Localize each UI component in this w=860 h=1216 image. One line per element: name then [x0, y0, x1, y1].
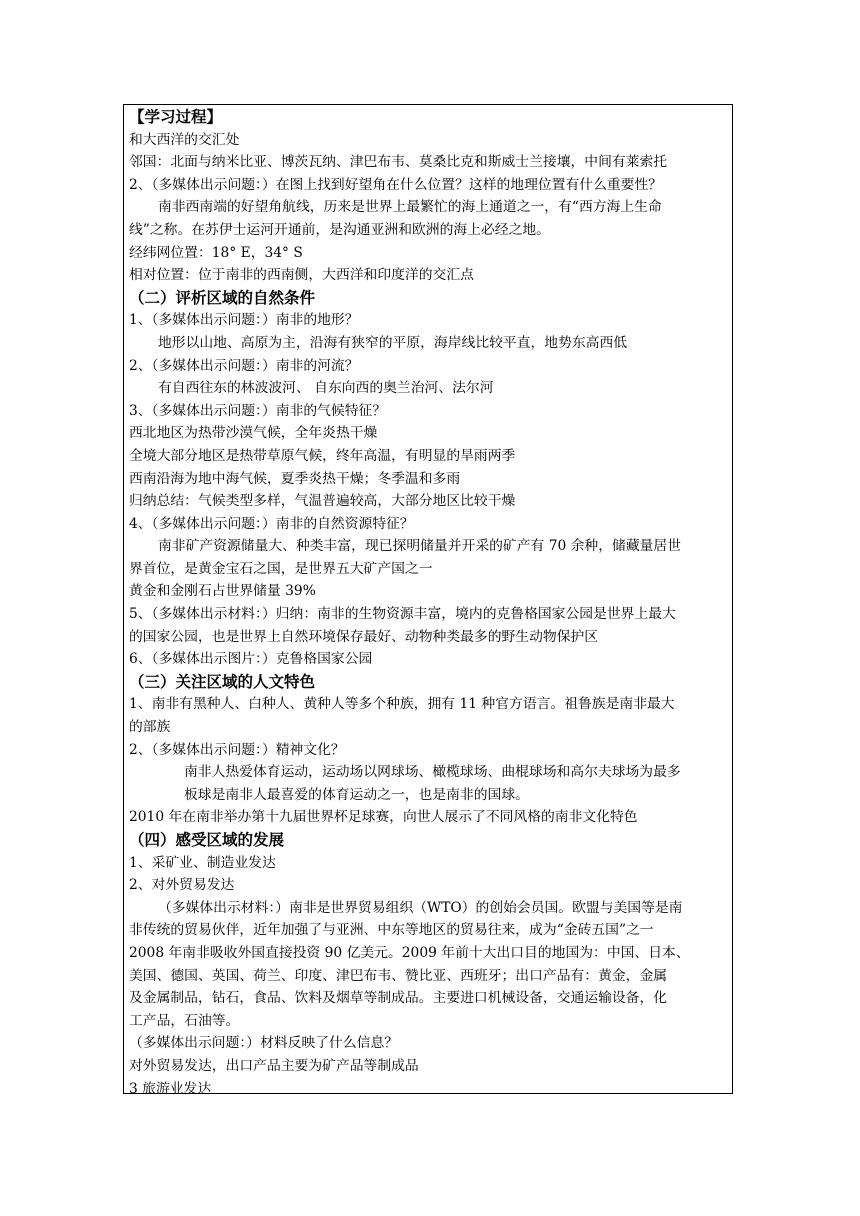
- text-line: 邻国：北面与纳米比亚、博茨瓦纳、津巴布韦、莫桑比克和斯威士兰接壤，中间有莱索托: [129, 154, 668, 171]
- text-line: 西北地区为热带沙漠气候，全年炎热干燥: [129, 425, 378, 442]
- question-line: 1、（多媒体出示问题：）南非的地形？: [129, 312, 359, 329]
- text-line: 1、采矿业、制造业发达: [129, 854, 276, 871]
- text-line: 2010 年在南非举办第十九届世界杯足球赛，向世人展示了不同风格的南非文化特色: [129, 809, 638, 826]
- question-line: 2、（多媒体出示问题：）南非的河流？: [129, 357, 359, 374]
- question-line: 5、（多媒体出示材料：）归纳：南非的生物资源丰富，境内的克鲁格国家公园是世界上最大: [129, 606, 676, 623]
- text-line: 相对位置：位于南非的西南侧，大西洋和印度洋的交汇点: [129, 267, 474, 284]
- section-heading: （四）感受区域的发展: [129, 830, 285, 849]
- text-line: 归纳总结：气候类型多样，气温普遍较高，大部分地区比较干燥: [129, 493, 516, 510]
- text-line: 南非矿产资源储量大、种类丰富，现已探明储量并开采的矿产有 70 余种，储藏量居世: [158, 538, 682, 555]
- text-line: 工产品，石油等。: [129, 1012, 240, 1029]
- question-line: 6、（多媒体出示图片：）克鲁格国家公园: [129, 651, 373, 668]
- text-line: 有自西往东的林波波河、 自东向西的奥兰治河、法尔河: [158, 380, 494, 397]
- section-heading: （三）关注区域的人文特色: [129, 671, 316, 691]
- text-line: 黄金和金刚石占世界储量 39%: [129, 583, 316, 600]
- text-line: 界首位，是黄金宝石之国，是世界五大矿产国之一: [129, 560, 433, 577]
- text-line: 2008 年南非吸收外国直接投资 90 亿美元。2009 年前十大出口目的地国为：中国、日本、: [129, 944, 690, 961]
- text-line: （多媒体出示材料：）南非是世界贸易组织（WTO）的创始会员国。欧盟与美国等是南: [158, 899, 683, 916]
- text-line: 对外贸易发达，出口产品主要为矿产品等制成品: [129, 1057, 419, 1074]
- text-line: 南非西南端的好望角航线，历来是世界上最繁忙的海上通道之一，有“西方海上生命: [158, 199, 662, 216]
- question-line: 4、（多媒体出示问题：）南非的自然资源特征？: [129, 515, 414, 532]
- text-line: 南非人热爱体育运动，运动场以网球场、橄榄球场、曲棍球场和高尔夫球场为最多: [184, 764, 681, 781]
- text-line: 和大西洋的交汇处: [129, 131, 240, 148]
- text-line: 全境大部分地区是热带草原气候，终年高温，有明显的旱雨两季: [129, 447, 516, 464]
- text-line: 板球是南非人最喜爱的体育运动之一，也是南非的国球。: [184, 786, 529, 803]
- text-line: 的部族: [129, 719, 171, 736]
- text-line: 1、南非有黑种人、白种人、黄种人等多个种族，拥有 11 种官方语言。祖鲁族是南非最大: [129, 696, 675, 713]
- question-line: 2、（多媒体出示问题：）在图上找到好望角在什么位置？这样的地理位置有什么重要性？: [129, 176, 663, 193]
- question-line: 2、（多媒体出示问题：）精神文化？: [129, 741, 345, 758]
- section-heading: （二）评析区域的自然条件: [129, 287, 316, 307]
- text-line: 地形以山地、高原为主，沿海有狭窄的平原，海岸线比较平直，地势东高西低: [158, 334, 628, 351]
- text-line: 线”之称。在苏伊士运河开通前，是沟通亚洲和欧洲的海上必经之地。: [129, 221, 550, 238]
- text-line: 的国家公园，也是世界上自然环境保存最好、动物种类最多的野生动物保护区: [129, 628, 599, 645]
- question-line: 3、（多媒体出示问题：）南非的气候特征？: [129, 402, 387, 419]
- text-line: 3 旅游业发达: [129, 1080, 212, 1097]
- text-line: 及金属制品，钻石，食品、饮料及烟草等制成品。主要进口机械设备，交通运输设备，化: [129, 990, 668, 1007]
- text-line: 经纬网位置：18° E，34° S: [129, 244, 303, 261]
- section-header-learning-process: 【学习过程】: [129, 107, 223, 126]
- text-line: 西南沿海为地中海气候，夏季炎热干燥；冬季温和多雨: [129, 470, 461, 487]
- question-line: （多媒体出示问题：）材料反映了什么信息？: [129, 1035, 399, 1052]
- document-content: [129, 106, 731, 1100]
- text-line: 2、对外贸易发达: [129, 877, 235, 894]
- text-line: 美国、德国、英国、荷兰、印度、津巴布韦、赞比亚、西班牙；出口产品有：黄金，金属: [129, 967, 668, 984]
- text-line: 非传统的贸易伙伴，近年加强了与亚洲、中东等地区的贸易往来，成为“金砖五国”之一: [129, 922, 654, 939]
